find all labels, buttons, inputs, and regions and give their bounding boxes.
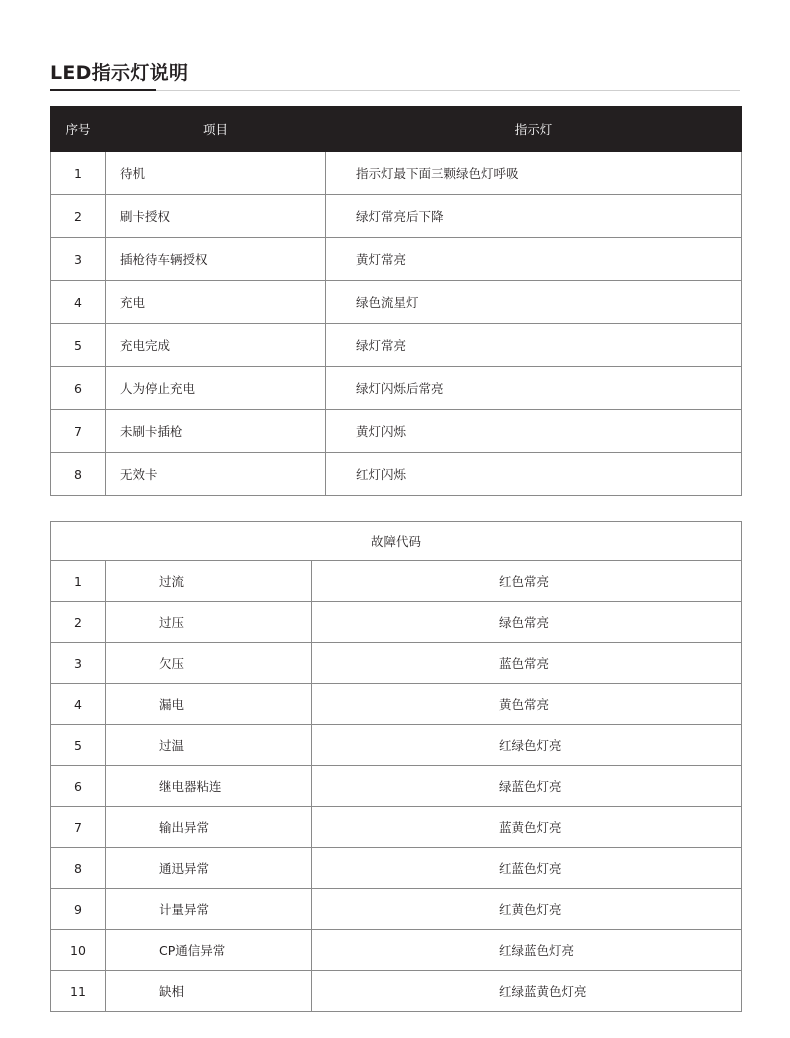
- table-row: [51, 238, 742, 281]
- row-item: 未刷卡插枪: [106, 410, 326, 453]
- row-fault-name: 输出异常: [106, 807, 312, 848]
- row-no: 7: [51, 807, 106, 848]
- table-row: [51, 971, 742, 1012]
- row-indicator: 绿灯常亮后下降: [326, 195, 742, 238]
- row-no: 11: [51, 971, 106, 1012]
- row-indicator: 绿灯闪烁后常亮: [326, 367, 742, 410]
- row-no: 4: [51, 281, 106, 324]
- row-fault-name: 欠压: [106, 643, 312, 684]
- row-no: 1: [51, 152, 106, 195]
- row-fault-name: 继电器粘连: [106, 766, 312, 807]
- row-fault-name: 过流: [106, 561, 312, 602]
- row-item: 人为停止充电: [106, 367, 326, 410]
- row-fault-name: 漏电: [106, 684, 312, 725]
- table-row: [51, 410, 742, 453]
- row-no: 4: [51, 684, 106, 725]
- row-no: 5: [51, 324, 106, 367]
- row-fault-light: 蓝色常亮: [312, 643, 742, 684]
- row-indicator: 黄灯常亮: [326, 238, 742, 281]
- header-no: 序号: [51, 107, 106, 152]
- table-row: [51, 324, 742, 367]
- row-fault-light: 蓝黄色灯亮: [312, 807, 742, 848]
- row-no: 7: [51, 410, 106, 453]
- table-row: [51, 889, 742, 930]
- table-row: [51, 602, 742, 643]
- row-fault-name: 通迅异常: [106, 848, 312, 889]
- row-fault-light: 绿蓝色灯亮: [312, 766, 742, 807]
- row-indicator: 红灯闪烁: [326, 453, 742, 496]
- table-row: [51, 152, 742, 195]
- row-no: 2: [51, 195, 106, 238]
- table-row: [51, 848, 742, 889]
- fault-table-caption-row: [51, 522, 742, 561]
- row-no: 3: [51, 238, 106, 281]
- fault-table-caption: 故障代码: [51, 522, 742, 561]
- table-row: [51, 367, 742, 410]
- row-item: 刷卡授权: [106, 195, 326, 238]
- row-item: 充电: [106, 281, 326, 324]
- led-table-header-row: [51, 107, 742, 152]
- row-indicator: 绿灯常亮: [326, 324, 742, 367]
- row-no: 8: [51, 848, 106, 889]
- row-fault-light: 红绿蓝黄色灯亮: [312, 971, 742, 1012]
- row-no: 9: [51, 889, 106, 930]
- row-fault-light: 绿色常亮: [312, 602, 742, 643]
- row-indicator: 绿色流星灯: [326, 281, 742, 324]
- row-item: 插枪待车辆授权: [106, 238, 326, 281]
- row-fault-name: 过温: [106, 725, 312, 766]
- table-row: [51, 643, 742, 684]
- row-no: 2: [51, 602, 106, 643]
- row-fault-light: 红黄色灯亮: [312, 889, 742, 930]
- row-item: 充电完成: [106, 324, 326, 367]
- row-item: 无效卡: [106, 453, 326, 496]
- row-no: 6: [51, 766, 106, 807]
- table-row: [51, 725, 742, 766]
- page-title: LED指示灯说明: [50, 62, 189, 84]
- table-row: [51, 684, 742, 725]
- fault-code-table: [50, 521, 742, 1012]
- row-fault-light: 红绿蓝色灯亮: [312, 930, 742, 971]
- table-row: [51, 281, 742, 324]
- title-underline-accent: [50, 89, 156, 91]
- table-row: [51, 807, 742, 848]
- row-fault-light: 黄色常亮: [312, 684, 742, 725]
- row-no: 3: [51, 643, 106, 684]
- row-fault-name: 缺相: [106, 971, 312, 1012]
- row-no: 6: [51, 367, 106, 410]
- row-fault-name: CP通信异常: [106, 930, 312, 971]
- row-indicator: 黄灯闪烁: [326, 410, 742, 453]
- led-indicator-table: [50, 106, 742, 496]
- row-item: 待机: [106, 152, 326, 195]
- row-no: 1: [51, 561, 106, 602]
- row-no: 8: [51, 453, 106, 496]
- row-fault-light: 红蓝色灯亮: [312, 848, 742, 889]
- header-item: 项目: [106, 107, 326, 152]
- row-fault-light: 红色常亮: [312, 561, 742, 602]
- table-row: [51, 766, 742, 807]
- header-indicator: 指示灯: [326, 107, 742, 152]
- row-fault-name: 过压: [106, 602, 312, 643]
- row-indicator: 指示灯最下面三颗绿色灯呼吸: [326, 152, 742, 195]
- table-row: [51, 195, 742, 238]
- row-fault-name: 计量异常: [106, 889, 312, 930]
- table-row: [51, 453, 742, 496]
- row-no: 5: [51, 725, 106, 766]
- table-row: [51, 930, 742, 971]
- row-fault-light: 红绿色灯亮: [312, 725, 742, 766]
- row-no: 10: [51, 930, 106, 971]
- table-row: [51, 561, 742, 602]
